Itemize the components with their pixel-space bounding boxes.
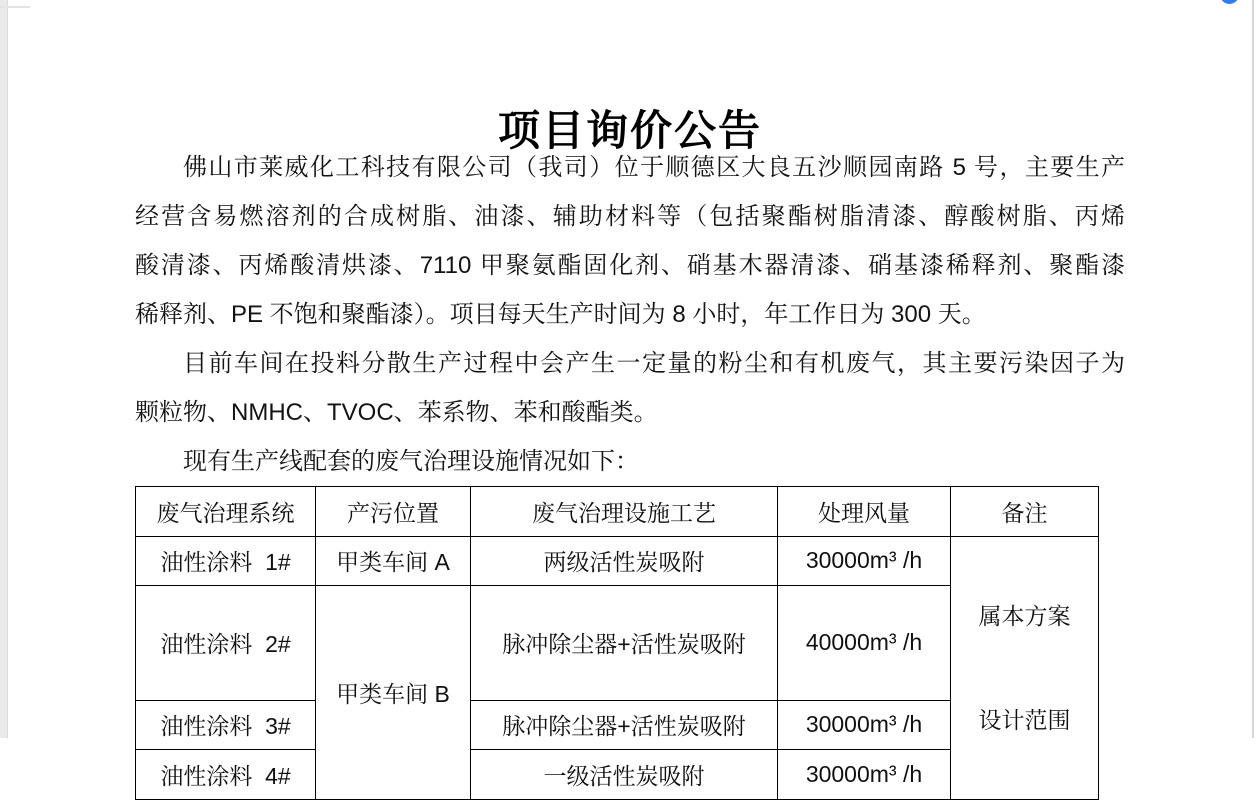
paragraph-line: 现有生产线配套的废气治理设施情况如下： [183,448,639,475]
cell-location: 甲类车间 A [316,536,471,586]
viewer-top-notch [0,6,30,8]
table-row [136,536,1099,586]
table-header-row [136,487,1099,537]
paragraph-line: 稀释剂、PE 不饱和聚酯漆）。项目每天生产时间为 8 小时，年工作日为 300 天。 [135,301,986,328]
remark-line: 属本方案 [978,602,1071,629]
header-process: 废气治理设施工艺 [471,487,778,537]
cell-process: 脉冲除尘器+活性炭吸附 [471,586,778,701]
paragraph-table-lead [135,437,1125,486]
cell-process: 脉冲除尘器+活性炭吸附 [471,700,778,750]
paragraph-line: 经营含易燃溶剂的合成树脂、油漆、辅助材料等（包括聚酯树脂清漆、醇酸树脂、丙烯 [135,203,1125,230]
cell-airflow: 40000m³ /h [778,586,951,701]
cell-airflow: 30000m³ /h [778,536,951,586]
remark-line: 设计范围 [978,706,1071,733]
cell-remark-merged [951,536,1099,799]
cell-system: 油性涂料 4# [136,750,316,800]
cell-system: 油性涂料 1# [136,536,316,586]
cell-process: 一级活性炭吸附 [471,750,778,800]
page-title: 项目询价公告 [497,109,762,156]
paragraph-company-intro [135,143,1125,339]
viewer-left-edge [0,0,8,738]
waste-gas-treatment-table [135,486,1099,800]
cell-location-merged: 甲类车间 B [316,586,471,800]
paragraph-line: 目前车间在投料分散生产过程中会产生一定量的粉尘和有机废气，其主要污染因子为 [183,350,1125,377]
cell-system: 油性涂料 2# [136,586,316,701]
paragraph-line: 颗粒物、NMHC、TVOC、苯系物、苯和酸酯类。 [135,399,658,426]
cell-process: 两级活性炭吸附 [471,536,778,586]
viewer-right-edge [1252,0,1254,738]
paragraph-line: 酸清漆、丙烯酸清烘漆、7110 甲聚氨酯固化剂、硝基木器清漆、硝基漆稀释剂、聚酯漆 [135,252,1125,279]
header-remark: 备注 [951,487,1099,537]
header-location: 产污位置 [316,487,471,537]
blue-indicator-dot [1220,0,1239,4]
header-airflow: 处理风量 [778,487,951,537]
paragraph-line: 佛山市莱威化工科技有限公司（我司）位于顺德区大良五沙顺园南路 5 号，主要生产 [183,154,1125,181]
header-system: 废气治理系统 [136,487,316,537]
cell-airflow: 30000m³ /h [778,750,951,800]
cell-airflow: 30000m³ /h [778,700,951,750]
paragraph-pollution [135,339,1125,437]
document-body [135,143,1125,486]
cell-system: 油性涂料 3# [136,700,316,750]
